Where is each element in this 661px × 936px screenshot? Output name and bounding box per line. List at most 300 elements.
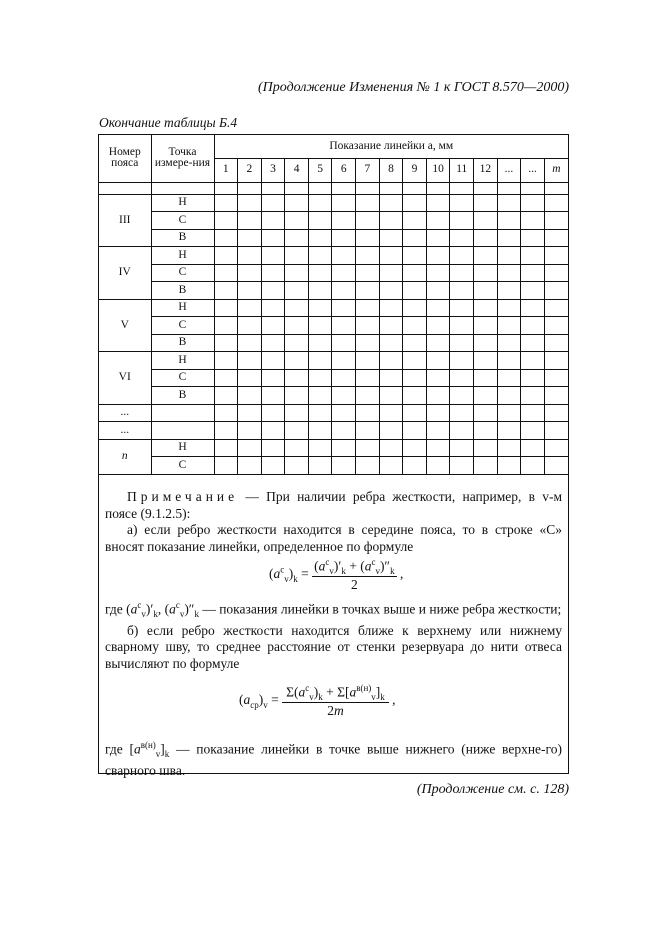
reading-cell bbox=[261, 282, 285, 300]
reading-cell bbox=[332, 194, 356, 212]
reading-cell bbox=[474, 264, 498, 282]
table-row bbox=[99, 212, 568, 230]
reading-cell bbox=[261, 422, 285, 440]
measure-point: В bbox=[151, 282, 214, 300]
reading-cell bbox=[308, 352, 332, 370]
reading-cell bbox=[450, 212, 474, 230]
reading-cell bbox=[356, 247, 380, 265]
reading-cell bbox=[308, 404, 332, 422]
reading-cell bbox=[474, 369, 498, 387]
note-intro: — При наличии ребра жесткости, например, в v-м поясе (9.1.2.5): bbox=[105, 489, 562, 521]
reading-cell bbox=[238, 264, 262, 282]
belt-number: V bbox=[99, 299, 151, 352]
reading-cell bbox=[356, 212, 380, 230]
table-row bbox=[99, 247, 568, 265]
reading-cell bbox=[214, 264, 238, 282]
reading-cell bbox=[332, 387, 356, 405]
col-number-header: 8 bbox=[379, 158, 403, 182]
table-row bbox=[99, 299, 568, 317]
reading-cell bbox=[238, 212, 262, 230]
reading-cell bbox=[474, 439, 498, 457]
belt-number: VI bbox=[99, 352, 151, 405]
reading-cell bbox=[403, 387, 427, 405]
reading-cell bbox=[285, 317, 309, 335]
reading-cell bbox=[238, 282, 262, 300]
reading-cell bbox=[497, 457, 521, 475]
reading-cell bbox=[261, 457, 285, 475]
measure-point: В bbox=[151, 229, 214, 247]
reading-cell bbox=[544, 439, 568, 457]
spacer-cell bbox=[450, 182, 474, 194]
reading-cell bbox=[521, 317, 545, 335]
reading-cell bbox=[285, 387, 309, 405]
note-item-b: б) если ребро жесткости находится ближе к верхнему или нижнему сварному шву, то среднее расстояние от стенки резервуара до нити отвеса вычисляют по формуле bbox=[105, 622, 562, 671]
reading-cell bbox=[403, 369, 427, 387]
reading-cell bbox=[356, 299, 380, 317]
spacer-cell bbox=[426, 182, 450, 194]
reading-cell bbox=[426, 282, 450, 300]
reading-cell bbox=[450, 404, 474, 422]
spacer-cell bbox=[214, 182, 238, 194]
reading-cell bbox=[261, 352, 285, 370]
reading-cell bbox=[474, 352, 498, 370]
reading-cell bbox=[544, 404, 568, 422]
reading-cell bbox=[544, 212, 568, 230]
col-number-header: 1 bbox=[214, 158, 238, 182]
reading-cell bbox=[214, 439, 238, 457]
measure-point: В bbox=[151, 334, 214, 352]
reading-cell bbox=[332, 439, 356, 457]
reading-cell bbox=[403, 439, 427, 457]
reading-cell bbox=[403, 247, 427, 265]
belt-number: n bbox=[99, 439, 151, 474]
reading-cell bbox=[285, 212, 309, 230]
reading-cell bbox=[450, 334, 474, 352]
reading-cell bbox=[214, 299, 238, 317]
reading-cell bbox=[474, 247, 498, 265]
reading-cell bbox=[497, 264, 521, 282]
reading-cell bbox=[426, 229, 450, 247]
reading-cell bbox=[403, 194, 427, 212]
reading-cell bbox=[308, 212, 332, 230]
measure-point: Н bbox=[151, 247, 214, 265]
col-number-header: 6 bbox=[332, 158, 356, 182]
reading-cell bbox=[544, 247, 568, 265]
reading-cell bbox=[450, 422, 474, 440]
reading-cell bbox=[426, 404, 450, 422]
note-block-3: где $[a^{в(н)}_v]_k$ — показание линейки в точке выше нижнего (ниже верхне-го) сварного шва. bbox=[105, 740, 562, 778]
table-row bbox=[99, 439, 568, 457]
reading-cell bbox=[521, 282, 545, 300]
reading-cell bbox=[544, 194, 568, 212]
reading-cell bbox=[214, 317, 238, 335]
reading-cell bbox=[544, 352, 568, 370]
reading-cell bbox=[474, 387, 498, 405]
reading-cell bbox=[403, 299, 427, 317]
reading-cell bbox=[521, 387, 545, 405]
spacer-cell bbox=[497, 182, 521, 194]
reading-cell bbox=[285, 194, 309, 212]
note-item-a: а) если ребро жесткости находится в середине пояса, то в строке «С» вносят показание линейки, определенное по формуле bbox=[105, 522, 562, 554]
reading-cell bbox=[238, 387, 262, 405]
reading-cell bbox=[285, 229, 309, 247]
measure-point bbox=[151, 422, 214, 440]
reading-cell bbox=[497, 439, 521, 457]
reading-cell bbox=[521, 247, 545, 265]
reading-cell bbox=[308, 387, 332, 405]
belt-number: IV bbox=[99, 247, 151, 300]
table-row bbox=[99, 422, 568, 440]
reading-cell bbox=[426, 439, 450, 457]
reading-cell bbox=[308, 422, 332, 440]
reading-cell bbox=[261, 369, 285, 387]
reading-cell bbox=[497, 282, 521, 300]
reading-cell bbox=[214, 404, 238, 422]
reading-cell bbox=[450, 439, 474, 457]
reading-cell bbox=[521, 194, 545, 212]
spacer-cell bbox=[379, 182, 403, 194]
reading-cell bbox=[308, 194, 332, 212]
reading-cell bbox=[497, 247, 521, 265]
spacer-cell bbox=[544, 182, 568, 194]
reading-cell bbox=[426, 264, 450, 282]
reading-cell bbox=[474, 282, 498, 300]
reading-cell bbox=[356, 422, 380, 440]
reading-cell bbox=[285, 299, 309, 317]
reading-cell bbox=[379, 264, 403, 282]
reading-cell bbox=[356, 439, 380, 457]
reading-cell bbox=[521, 229, 545, 247]
spacer-cell bbox=[99, 182, 151, 194]
table-row bbox=[99, 334, 568, 352]
table-row bbox=[99, 194, 568, 212]
reading-cell bbox=[332, 264, 356, 282]
reading-cell bbox=[238, 457, 262, 475]
reading-cell bbox=[285, 457, 309, 475]
measure-point bbox=[151, 404, 214, 422]
reading-cell bbox=[497, 369, 521, 387]
reading-cell bbox=[214, 352, 238, 370]
reading-cell bbox=[308, 334, 332, 352]
reading-cell bbox=[403, 264, 427, 282]
reading-cell bbox=[474, 334, 498, 352]
reading-cell bbox=[379, 334, 403, 352]
measure-point: Н bbox=[151, 439, 214, 457]
reading-cell bbox=[356, 264, 380, 282]
measure-point: С bbox=[151, 212, 214, 230]
reading-cell bbox=[285, 422, 309, 440]
spacer-cell bbox=[238, 182, 262, 194]
reading-cell bbox=[356, 229, 380, 247]
reading-cell bbox=[426, 334, 450, 352]
reading-cell bbox=[474, 457, 498, 475]
reading-cell bbox=[356, 282, 380, 300]
page-header: (Продолжение Изменения № 1 к ГОСТ 8.570—2000) bbox=[258, 80, 569, 95]
spacer-cell bbox=[261, 182, 285, 194]
reading-cell bbox=[544, 387, 568, 405]
reading-cell bbox=[261, 229, 285, 247]
reading-cell bbox=[474, 229, 498, 247]
spacer-cell bbox=[356, 182, 380, 194]
reading-cell bbox=[214, 422, 238, 440]
reading-cell bbox=[332, 282, 356, 300]
measure-point: С bbox=[151, 317, 214, 335]
reading-cell bbox=[332, 212, 356, 230]
reading-cell bbox=[332, 457, 356, 475]
reading-cell bbox=[332, 422, 356, 440]
reading-cell bbox=[285, 352, 309, 370]
reading-cell bbox=[332, 299, 356, 317]
reading-cell bbox=[426, 212, 450, 230]
reading-cell bbox=[238, 422, 262, 440]
note-block bbox=[105, 489, 562, 555]
reading-cell bbox=[426, 352, 450, 370]
reading-cell bbox=[521, 264, 545, 282]
reading-cell bbox=[426, 317, 450, 335]
spacer-cell bbox=[332, 182, 356, 194]
table-row bbox=[99, 457, 568, 475]
reading-cell bbox=[308, 369, 332, 387]
reading-cell bbox=[544, 334, 568, 352]
spacer-cell bbox=[474, 182, 498, 194]
reading-cell bbox=[285, 334, 309, 352]
reading-cell bbox=[403, 212, 427, 230]
reading-cell bbox=[426, 194, 450, 212]
reading-cell bbox=[474, 212, 498, 230]
reading-cell bbox=[450, 317, 474, 335]
reading-cell bbox=[379, 247, 403, 265]
col-number-header: 7 bbox=[356, 158, 380, 182]
col-number-header: 5 bbox=[308, 158, 332, 182]
formula-avg: $(a_{ср})_v$ = $\Sigma(a^c_v)_k + \Sigma[a^{в(н)}_v]_k$ 2m , bbox=[239, 683, 396, 719]
reading-cell bbox=[356, 387, 380, 405]
col-number-header: m bbox=[544, 158, 568, 182]
reading-cell bbox=[238, 229, 262, 247]
reading-cell bbox=[308, 264, 332, 282]
reading-cell bbox=[356, 334, 380, 352]
reading-cell bbox=[544, 282, 568, 300]
reading-cell bbox=[285, 247, 309, 265]
reading-cell bbox=[332, 352, 356, 370]
reading-cell bbox=[308, 247, 332, 265]
reading-cell bbox=[261, 317, 285, 335]
table-row bbox=[99, 317, 568, 335]
reading-cell bbox=[214, 369, 238, 387]
reading-cell bbox=[403, 457, 427, 475]
reading-cell bbox=[474, 317, 498, 335]
table-frame bbox=[98, 134, 569, 778]
col-belt-header: Номер пояса bbox=[99, 135, 151, 182]
reading-cell bbox=[308, 229, 332, 247]
table-row bbox=[99, 404, 568, 422]
reading-cell bbox=[332, 334, 356, 352]
spacer-cell bbox=[521, 182, 545, 194]
reading-cell bbox=[544, 369, 568, 387]
reading-cell bbox=[214, 457, 238, 475]
reading-cell bbox=[426, 387, 450, 405]
reading-cell bbox=[544, 422, 568, 440]
reading-cell bbox=[356, 457, 380, 475]
measure-point: С bbox=[151, 457, 214, 475]
spacer-cell bbox=[285, 182, 309, 194]
reading-cell bbox=[238, 194, 262, 212]
reading-cell bbox=[521, 334, 545, 352]
reading-cell bbox=[214, 247, 238, 265]
belt-number: III bbox=[99, 194, 151, 247]
reading-cell bbox=[238, 369, 262, 387]
col-number-header: ... bbox=[521, 158, 545, 182]
col-number-header: ... bbox=[497, 158, 521, 182]
reading-cell bbox=[214, 229, 238, 247]
reading-cell bbox=[521, 369, 545, 387]
reading-cell bbox=[426, 247, 450, 265]
table-row bbox=[99, 282, 568, 300]
reading-cell bbox=[474, 194, 498, 212]
reading-cell bbox=[497, 194, 521, 212]
reading-cell bbox=[403, 334, 427, 352]
reading-cell bbox=[261, 212, 285, 230]
reading-cell bbox=[497, 229, 521, 247]
reading-cell bbox=[379, 457, 403, 475]
reading-cell bbox=[214, 334, 238, 352]
reading-cell bbox=[261, 194, 285, 212]
reading-cell bbox=[332, 247, 356, 265]
reading-cell bbox=[426, 457, 450, 475]
reading-cell bbox=[426, 299, 450, 317]
reading-cell bbox=[450, 369, 474, 387]
reading-cell bbox=[521, 212, 545, 230]
reading-cell bbox=[285, 264, 309, 282]
reading-cell bbox=[403, 422, 427, 440]
reading-cell bbox=[261, 264, 285, 282]
col-number-header: 3 bbox=[261, 158, 285, 182]
reading-cell bbox=[238, 439, 262, 457]
reading-cell bbox=[308, 282, 332, 300]
reading-cell bbox=[379, 439, 403, 457]
table-caption: Окончание таблицы Б.4 bbox=[99, 115, 238, 130]
reading-cell bbox=[214, 194, 238, 212]
reading-cell bbox=[356, 404, 380, 422]
reading-cell bbox=[403, 282, 427, 300]
measure-point: С bbox=[151, 369, 214, 387]
reading-cell bbox=[497, 212, 521, 230]
reading-cell bbox=[261, 404, 285, 422]
reading-cell bbox=[544, 317, 568, 335]
reading-cell bbox=[379, 229, 403, 247]
spacer-cell bbox=[308, 182, 332, 194]
reading-cell bbox=[285, 282, 309, 300]
reading-cell bbox=[521, 299, 545, 317]
col-number-header: 9 bbox=[403, 158, 427, 182]
col-point-header: Точка измере-ния bbox=[151, 135, 214, 182]
reading-cell bbox=[214, 282, 238, 300]
reading-cell bbox=[450, 282, 474, 300]
where-1: — показания линейки в точках выше и ниже ребра жесткости; bbox=[198, 601, 562, 617]
reading-cell bbox=[497, 299, 521, 317]
reading-cell bbox=[450, 457, 474, 475]
reading-cell bbox=[308, 439, 332, 457]
reading-cell bbox=[521, 457, 545, 475]
reading-cell bbox=[474, 422, 498, 440]
page-footer: (Продолжение см. с. 128) bbox=[416, 782, 569, 797]
reading-cell bbox=[450, 299, 474, 317]
reading-cell bbox=[261, 334, 285, 352]
reading-cell bbox=[497, 317, 521, 335]
reading-cell bbox=[261, 299, 285, 317]
belt-number: ... bbox=[99, 404, 151, 422]
spacer-cell bbox=[403, 182, 427, 194]
reading-cell bbox=[356, 369, 380, 387]
reading-cell bbox=[450, 264, 474, 282]
measure-point: Н bbox=[151, 352, 214, 370]
col-number-header: 4 bbox=[285, 158, 309, 182]
reading-cell bbox=[238, 247, 262, 265]
reading-cell bbox=[238, 299, 262, 317]
table-row bbox=[99, 264, 568, 282]
reading-cell bbox=[379, 317, 403, 335]
reading-cell bbox=[308, 299, 332, 317]
reading-cell bbox=[521, 422, 545, 440]
reading-cell bbox=[403, 229, 427, 247]
reading-cell bbox=[450, 387, 474, 405]
where-2: — показание линейки в точке выше нижнего (ниже верхне-го) сварного шва. bbox=[105, 741, 562, 778]
reading-cell bbox=[544, 264, 568, 282]
measure-point: Н bbox=[151, 194, 214, 212]
reading-cell bbox=[497, 387, 521, 405]
reading-cell bbox=[214, 212, 238, 230]
reading-cell bbox=[308, 317, 332, 335]
reading-cell bbox=[544, 299, 568, 317]
reading-cell bbox=[497, 404, 521, 422]
table-row bbox=[99, 369, 568, 387]
reading-cell bbox=[332, 229, 356, 247]
table-row bbox=[99, 387, 568, 405]
reading-cell bbox=[544, 457, 568, 475]
reading-cell bbox=[379, 422, 403, 440]
col-number-header: 2 bbox=[238, 158, 262, 182]
reading-cell bbox=[238, 404, 262, 422]
reading-cell bbox=[379, 194, 403, 212]
reading-cell bbox=[285, 369, 309, 387]
reading-cell bbox=[450, 194, 474, 212]
reading-cell bbox=[474, 299, 498, 317]
reading-cell bbox=[521, 404, 545, 422]
reading-cell bbox=[474, 404, 498, 422]
col-readings-header: Показание линейки a, мм bbox=[214, 135, 568, 158]
belt-number: ... bbox=[99, 422, 151, 440]
reading-cell bbox=[332, 317, 356, 335]
table-row bbox=[99, 229, 568, 247]
reading-cell bbox=[332, 369, 356, 387]
col-number-header: 11 bbox=[450, 158, 474, 182]
reading-cell bbox=[544, 229, 568, 247]
col-number-header: 10 bbox=[426, 158, 450, 182]
measure-point: С bbox=[151, 264, 214, 282]
formula-mid: $(a^c_v)_k$ = $\frac{(a^c_v)'_k + (a^c_v)''_k}{2}$ , bbox=[269, 557, 404, 593]
reading-cell bbox=[332, 404, 356, 422]
reading-cell bbox=[285, 404, 309, 422]
reading-cell bbox=[308, 457, 332, 475]
reading-cell bbox=[403, 352, 427, 370]
reading-cell bbox=[238, 317, 262, 335]
reading-cell bbox=[521, 352, 545, 370]
note-block-2: где $(a^c_v)'_k$, $(a^c_v)''_k$ — показания линейки в точках выше и ниже ребра жесткости; б) если ребро жесткости находится ближе к верхнему или нижнему сварному шву, то среднее расстояние от стенки резервуара до нити отвеса вычисляют по формуле bbox=[105, 600, 562, 671]
reading-cell bbox=[214, 387, 238, 405]
reading-cell bbox=[426, 369, 450, 387]
reading-cell bbox=[497, 334, 521, 352]
reading-cell bbox=[426, 422, 450, 440]
reading-cell bbox=[356, 352, 380, 370]
